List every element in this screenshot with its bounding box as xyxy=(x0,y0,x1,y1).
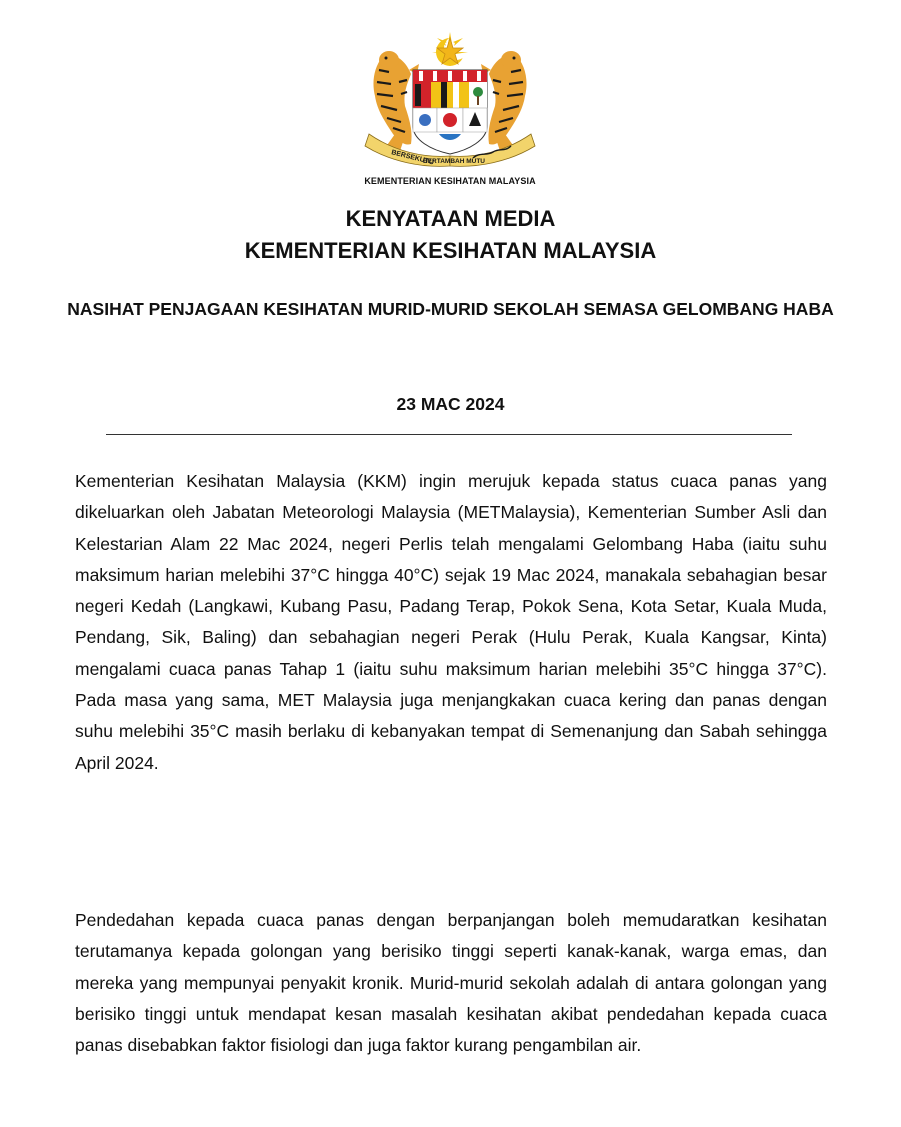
crest-ministry-caption: KEMENTERIAN KESIHATAN MALAYSIA xyxy=(364,176,536,186)
crescent-star-icon xyxy=(432,32,468,66)
document-subheading: KEMENTERIAN KESIHATAN MALAYSIA xyxy=(244,238,657,263)
divider-line xyxy=(106,434,792,435)
left-tiger-icon xyxy=(373,51,419,154)
right-tiger-icon xyxy=(481,51,527,154)
motto-right-text: BERTAMBAH MUTU xyxy=(423,158,485,165)
shield-icon xyxy=(413,70,487,154)
document-heading: KENYATAAN MEDIA xyxy=(345,206,556,231)
body-paragraph-2: Pendedahan kepada cuaca panas dengan berpanjangan boleh memudaratkan kesihatan terutamanya kepada golongan yang berisiko tinggi seperti kanak-kanak, warga emas, dan mereka yang mempunyai penyakit kronik. Murid-murid sekolah adalah di antara golongan yang berisiko tinggi untuk mendapat kesan masalah kesihatan akibat pendedahan kepada cuaca panas disebabkan faktor fisiologi dan juga faktor kurang pengambilan air. xyxy=(75,910,827,1056)
body-paragraph-1: Kementerian Kesihatan Malaysia (KKM) ingin merujuk kepada status cuaca panas yang dikeluarkan oleh Jabatan Meteorologi Malaysia (METMalaysia), Kementerian Sumber Asli dan Kelestarian Alam 22 Mac 2024, negeri Perlis telah mengalami Gelombang Haba (iaitu suhu maksimum harian melebihi 37°C hingga 40°C) sejak 19 Mac 2024, manakala sebahagian besar negeri Kedah (Langkawi, Kubang Pasu, Padang Terap, Pokok Sena, Kota Setar, Kuala Muda, Pendang, Sik, Baling) dan sebahagian negeri Perak (Hulu Perak, Kuala Kangsar, Kinta) mengalami cuaca panas Tahap 1 (iaitu suhu maksimum harian melebihi 35°C hingga 37°C). Pada masa yang sama, MET Malaysia juga menjangkakan cuaca kering dan panas dengan suhu melebihi 35°C masih berlaku di kebanyakan tempat di Semenanjung dan Sabah sehingga April 2024. xyxy=(75,471,827,773)
motto-left-text: BERSEKUTU xyxy=(390,149,435,167)
release-date: 23 MAC 2024 xyxy=(396,394,505,414)
subject-title: NASIHAT PENJAGAAN KESIHATAN MURID-MURID SEKOLAH SEMASA GELOMBANG HABA xyxy=(67,299,834,319)
coat-of-arms-emblem xyxy=(355,30,545,180)
